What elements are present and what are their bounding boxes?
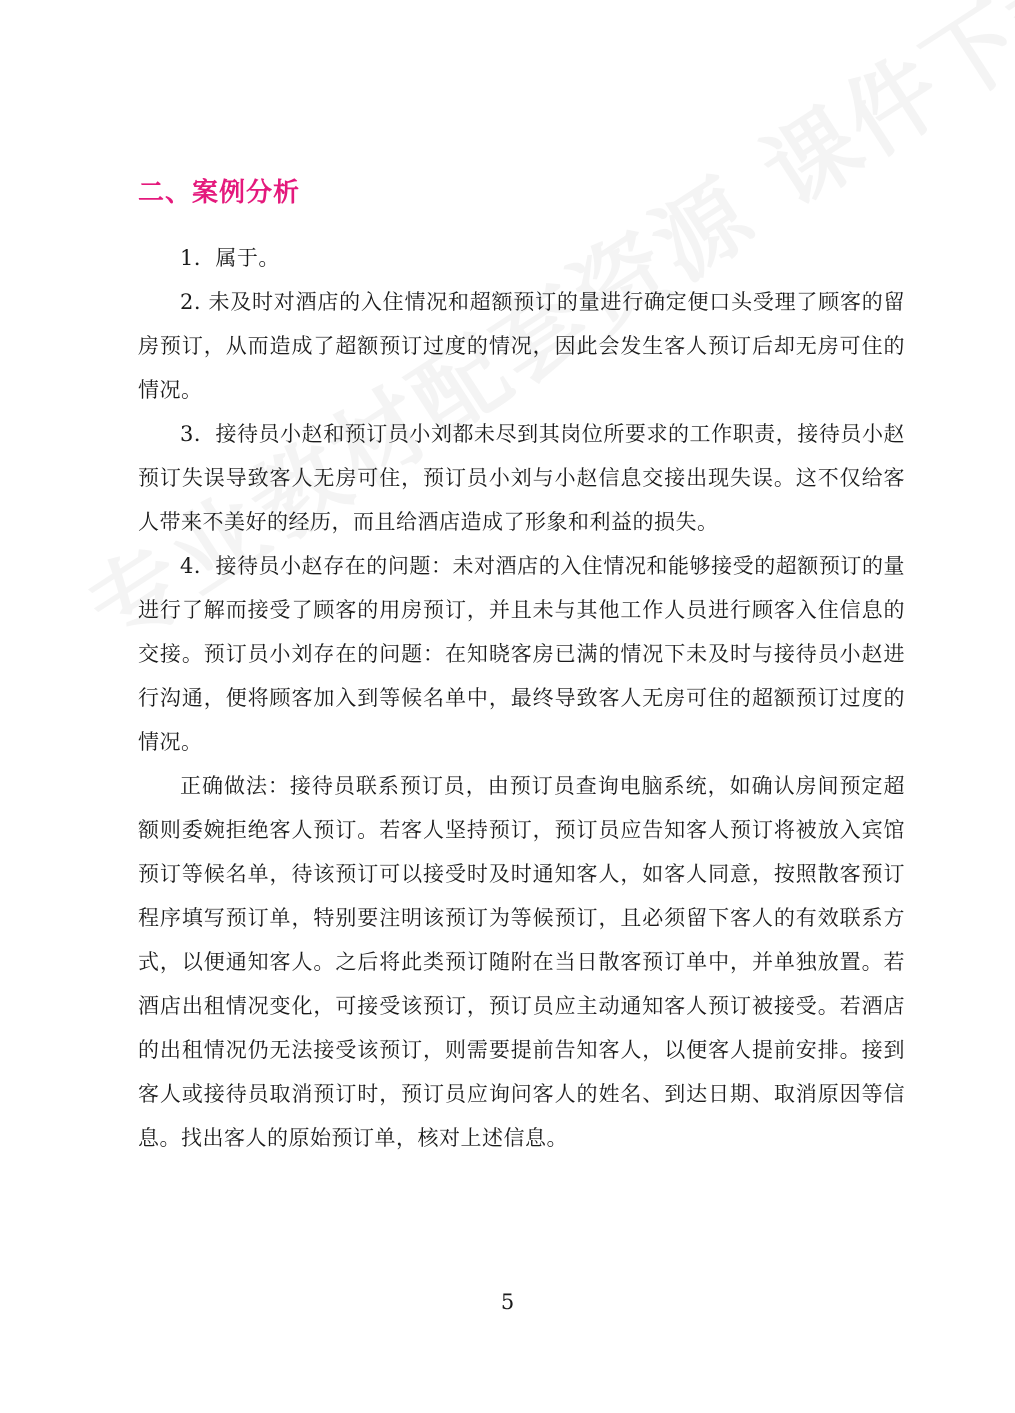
- answer-paragraph-3: 3．接待员小赵和预订员小刘都未尽到其岗位所要求的工作职责，接待员小赵预订失误导致客人无房可住，预订员小刘与小赵信息交接出现失误。这不仅给客人带来不美好的经历，而且给酒店造成了形象和利益的损失。: [138, 422, 905, 534]
- page-number: 5: [500, 1290, 515, 1314]
- answer-paragraph-4: 4．接待员小赵存在的问题：未对酒店的入住情况和能够接受的超额预订的量进行了解而接受了顾客的用房预订，并且未与其他工作人员进行顾客入住信息的交接。预订员小刘存在的问题：在知晓客房已满的情况下未及时与接待员小赵进行沟通，便将顾客加入到等候名单中，最终导致客人无房可住的超额预订过度的情况。: [138, 554, 905, 754]
- body-text: [138, 236, 905, 1160]
- correct-practice-paragraph: 正确做法：接待员联系预订员，由预订员查询电脑系统，如确认房间预定超额则委婉拒绝客人预订。若客人坚持预订，预订员应告知客人预订将被放入宾馆预订等候名单，待该预订可以接受时及时通知客人，如客人同意，按照散客预订程序填写预订单，特别要注明该预订为等候预订，且必须留下客人的有效联系方式，以便通知客人。之后将此类预订随附在当日散客预订单中，并单独放置。若酒店出租情况变化，可接受该预订，预订员应主动通知客人预订被接受。若酒店的出租情况仍无法接受该预订，则需要提前告知客人，以便客人提前安排。接到客人或接待员取消预订时，预订员应询问客人的姓名、到达日期、取消原因等信息。找出客人的原始预订单，核对上述信息。: [138, 774, 905, 1150]
- section-title: 二、案例分析: [138, 178, 301, 208]
- answer-paragraph-2: 2. 未及时对酒店的入住情况和超额预订的量进行确定便口头受理了顾客的留房预订，从而造成了超额预订过度的情况，因此会发生客人预订后却无房可住的情况。: [138, 290, 905, 402]
- answer-paragraph-1: 1．属于。: [180, 246, 280, 270]
